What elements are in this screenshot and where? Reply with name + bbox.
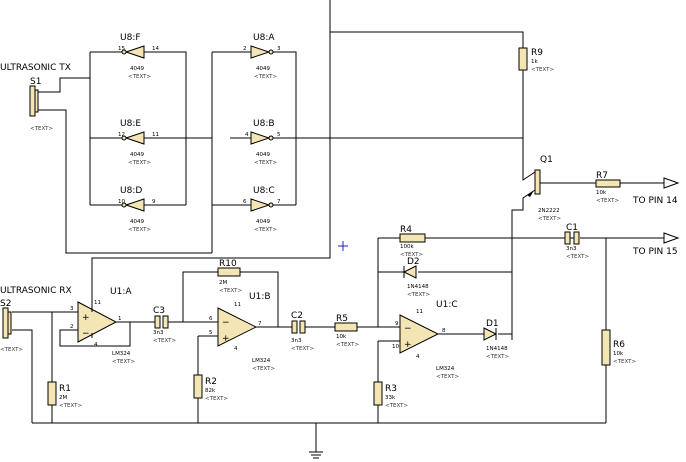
r4-text: <TEXT> (400, 252, 424, 258)
u8c-pin-out: 7 (277, 199, 281, 205)
d1-value: 1N4148 (486, 346, 508, 352)
resistor-r1 (48, 382, 82, 409)
transducer-s2 (0, 299, 23, 353)
u1c-plus-sign: + (404, 340, 412, 350)
s1-label: S1 (30, 77, 42, 87)
r9-value: 1k (531, 59, 538, 65)
capacitor-c3 (153, 306, 176, 344)
q1-text: <TEXT> (538, 216, 562, 222)
u1a-part: LM324 (112, 351, 131, 357)
r4-ref: R4 (400, 225, 412, 235)
u1b-plus-sign: + (222, 334, 230, 344)
resistor-r4 (400, 225, 425, 258)
u1c-part: LM324 (436, 366, 455, 372)
u8f-pin-out: 14 (152, 46, 159, 52)
resistor-r5 (335, 314, 359, 348)
u8e-text: <TEXT> (128, 160, 152, 166)
to-pin-15-label: TO PIN 15 (633, 247, 678, 257)
c1-ref: C1 (566, 223, 579, 233)
r9-ref: R9 (531, 48, 543, 58)
u1a-minus-sign: − (82, 329, 90, 339)
r3-value: 33k (385, 395, 396, 401)
r10-value: 2M (219, 280, 228, 286)
transistor-q1 (527, 155, 561, 222)
c1-text: <TEXT> (566, 254, 590, 260)
u1b-pin-plus: 5 (209, 330, 213, 336)
inverter-u8d (118, 186, 156, 233)
u1b-ref: U1:B (249, 292, 271, 302)
ultrasonic-tx-label: ULTRASONIC TX (0, 63, 71, 73)
c3-value: 3n3 (153, 330, 164, 336)
d2-text: <TEXT> (407, 292, 431, 298)
r5-text: <TEXT> (336, 342, 360, 348)
u8e-part: 4049 (130, 152, 144, 158)
r7-value: 10k (596, 190, 607, 196)
u1c-pin-g: 4 (416, 354, 420, 360)
u8e-ref: U8:E (120, 119, 142, 129)
r1-ref: R1 (59, 384, 71, 394)
u8c-part: 4049 (256, 219, 270, 225)
r1-text: <TEXT> (59, 403, 83, 409)
r10-ref: R10 (219, 259, 237, 269)
r6-value: 10k (613, 351, 624, 357)
resistor-r3 (374, 382, 408, 409)
q1-value: 2N2222 (538, 208, 560, 214)
inverter-u8c (243, 186, 281, 233)
opamp-u1a (70, 287, 135, 365)
u1b-pin-v: 11 (234, 302, 241, 308)
resistor-r9 (519, 48, 554, 73)
u8d-part: 4049 (130, 219, 144, 225)
u1c-pin-minus: 9 (395, 321, 399, 327)
capacitor-c2 (291, 311, 314, 352)
u8c-ref: U8:C (253, 186, 275, 196)
u8a-ref: U8:A (253, 33, 275, 43)
u1a-pin-minus: 2 (70, 324, 74, 330)
u8b-ref: U8:B (253, 119, 275, 129)
u8d-pin-out: 9 (152, 199, 156, 205)
u8b-text: <TEXT> (254, 160, 278, 166)
u1c-pin-v: 11 (416, 309, 423, 315)
u1c-pin-out: 8 (442, 328, 446, 334)
u8e-pin-out: 11 (152, 132, 159, 138)
r7-text: <TEXT> (596, 198, 620, 204)
r2-value: 82k (205, 388, 216, 394)
r3-ref: R3 (385, 384, 397, 394)
u1a-pin-g: 4 (94, 342, 98, 348)
u8c-text: <TEXT> (254, 227, 278, 233)
s2-text: <TEXT> (0, 347, 24, 353)
u1c-ref: U1:C (436, 300, 458, 310)
u1a-plus-sign: + (82, 313, 90, 323)
u8b-part: 4049 (256, 152, 270, 158)
r1-value: 2M (59, 395, 68, 401)
c2-value: 3n3 (291, 338, 302, 344)
c1-value: 3n3 (566, 246, 577, 252)
u1c-pin-plus: 10 (392, 344, 399, 350)
diode-d2 (404, 257, 430, 298)
u1b-pin-g: 4 (234, 346, 238, 352)
u8f-part: 4049 (130, 66, 144, 72)
u1a-text: <TEXT> (112, 359, 136, 365)
resistor-r10 (218, 259, 242, 294)
u8e-pin-in: 12 (118, 132, 125, 138)
u8f-ref: U8:F (120, 33, 141, 43)
c2-ref: C2 (291, 311, 304, 321)
u1a-pin-out: 1 (118, 316, 122, 322)
u1b-minus-sign: − (222, 318, 230, 328)
s2-label: S2 (0, 299, 12, 309)
opamp-u1c (392, 300, 459, 380)
u1c-text: <TEXT> (436, 374, 460, 380)
d2-value: 1N4148 (407, 284, 429, 290)
u1b-pin-minus: 6 (209, 316, 213, 322)
capacitor-c1 (565, 223, 589, 260)
r10-text: <TEXT> (219, 288, 243, 294)
arrow-pin14-icon (664, 178, 678, 188)
u1b-pin-out: 7 (258, 321, 262, 327)
inverter-u8b (245, 119, 281, 166)
inverter-u8f (118, 33, 159, 80)
u1c-minus-sign: − (404, 324, 412, 334)
transducer-s1 (30, 77, 53, 132)
r4-value: 100k (400, 244, 414, 250)
r2-text: <TEXT> (205, 396, 229, 402)
opamp-u1b (209, 292, 275, 372)
c3-ref: C3 (153, 306, 166, 316)
to-pin-14-label: TO PIN 14 (633, 196, 678, 206)
d1-ref: D1 (486, 319, 499, 329)
u8f-pin-in: 15 (118, 46, 125, 52)
u1a-ref: U1:A (110, 287, 132, 297)
r2-ref: R2 (205, 377, 217, 387)
c2-text: <TEXT> (291, 346, 315, 352)
diode-d1 (484, 319, 509, 360)
u1b-text: <TEXT> (252, 366, 276, 372)
u8a-part: 4049 (256, 66, 270, 72)
cursor-cross-icon (338, 241, 348, 251)
resistor-r7 (596, 171, 620, 204)
u8d-text: <TEXT> (128, 227, 152, 233)
u8f-text: <TEXT> (128, 74, 152, 80)
d2-ref: D2 (407, 257, 420, 267)
r3-text: <TEXT> (385, 403, 409, 409)
ground-icon (309, 452, 323, 458)
u8a-text: <TEXT> (254, 74, 278, 80)
u1a-pin-v: 11 (94, 300, 101, 306)
u8b-pin-out: 5 (277, 132, 281, 138)
u8b-pin-in: 4 (245, 132, 249, 138)
r9-text: <TEXT> (531, 67, 555, 73)
u8d-ref: U8:D (120, 186, 143, 196)
d1-text: <TEXT> (486, 354, 510, 360)
q1-ref: Q1 (540, 155, 553, 165)
r5-value: 10k (336, 334, 347, 340)
u8d-pin-in: 10 (118, 199, 125, 205)
u8a-pin-out: 3 (277, 46, 281, 52)
r6-text: <TEXT> (613, 359, 637, 365)
u1a-pin-plus: 3 (70, 306, 74, 312)
inverter-u8e (118, 119, 159, 166)
c3-text: <TEXT> (153, 338, 177, 344)
u1b-part: LM324 (252, 358, 271, 364)
r5-ref: R5 (336, 314, 348, 324)
ultrasonic-rx-label: ULTRASONIC RX (0, 286, 72, 296)
r7-ref: R7 (596, 171, 608, 181)
u8a-pin-in: 2 (243, 46, 247, 52)
arrow-pin15-icon (664, 233, 678, 243)
s1-text: <TEXT> (30, 126, 54, 132)
resistor-r6 (602, 330, 636, 365)
r6-ref: R6 (613, 340, 625, 350)
inverter-u8a (243, 33, 281, 80)
resistor-r2 (194, 375, 228, 402)
u8c-pin-in: 6 (243, 199, 247, 205)
